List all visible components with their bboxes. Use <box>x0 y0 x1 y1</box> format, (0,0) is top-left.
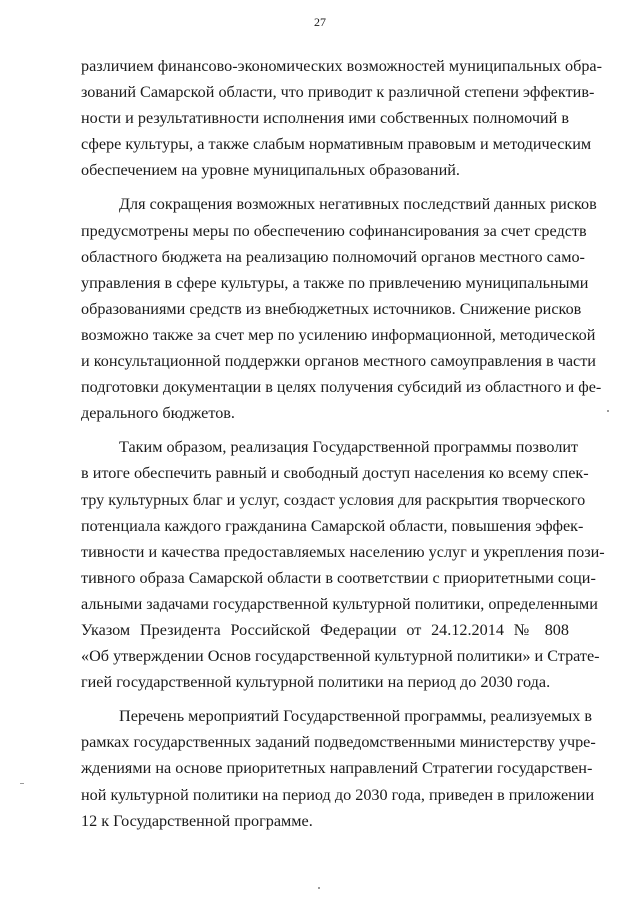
text-line: альными задачами государственной культурной политики, определенными <box>81 594 598 613</box>
text-line: Таким образом, реализация Государственной программы позволит <box>119 438 579 457</box>
text-line: и консультационной поддержки органов местного самоуправления в части <box>81 352 596 371</box>
text-line: Перечень мероприятий Государственной программы, реализуемых в <box>119 707 592 726</box>
text-line: зований Самарской области, что приводит к различной степени эффектив- <box>81 83 595 102</box>
text-line: в итоге обеспечить равный и свободный доступ населения ко всему спек- <box>81 464 589 483</box>
text-line: подготовки документации в целях получения субсидий из областного и фе- <box>81 378 602 397</box>
document-body <box>81 53 605 834</box>
scan-speck <box>318 887 320 889</box>
text-line: предусмотрены меры по обеспечению софинансирования за счет средств <box>81 221 587 240</box>
text-line: управления в сфере культуры, а также по привлечению муниципальными <box>81 273 589 292</box>
text-line: Для сокращения возможных негативных последствий данных рисков <box>119 195 597 214</box>
scan-speck <box>20 783 24 784</box>
text-line: тивности и качества предоставляемых населению услуг и укрепления пози- <box>81 542 605 561</box>
text-line: ждениями на основе приоритетных направлений Стратегии государствен- <box>81 759 593 778</box>
text-line: Указом Президента Российской Федерации от 24.12.2014 № 808 <box>81 620 569 639</box>
text-line: ности и результативности исполнения ими собственных полномочий в <box>81 109 569 128</box>
text-line: обеспечением на уровне муниципальных образований. <box>81 161 460 180</box>
paragraph <box>81 434 605 695</box>
text-line: гией государственной культурной политики на период до 2030 года. <box>81 673 551 692</box>
text-line: тивного образа Самарской области в соответствии с приоритетными соци- <box>81 568 596 587</box>
text-line: потенциала каждого гражданина Самарской области, повышения эффек- <box>81 516 584 535</box>
paragraph <box>81 191 602 426</box>
text-line: возможно также за счет мер по усилению информационной, методической <box>81 325 596 344</box>
page-number: 27 <box>314 15 326 29</box>
text-line: 12 к Государственной программе. <box>81 811 313 830</box>
text-line: образованиями средств из внебюджетных источников. Снижение рисков <box>81 299 582 318</box>
text-line: ной культурной политики на период до 2030 года, приведен в приложении <box>81 785 595 804</box>
text-line: сфере культуры, а также слабым нормативным правовым и методическим <box>81 135 592 154</box>
scan-speck <box>607 410 609 412</box>
paragraph <box>81 53 603 183</box>
paragraph <box>81 703 596 833</box>
text-line: различием финансово-экономических возможностей муниципальных обра- <box>81 57 603 75</box>
text-line: тру культурных благ и услуг, создаст условия для раскрытия творческого <box>81 490 586 509</box>
text-line: рамках государственных заданий подведомственными министерству учре- <box>81 733 596 752</box>
text-line: «Об утверждении Основ государственной культурной политики» и Страте- <box>81 647 600 666</box>
text-line: областного бюджета на реализацию полномочий органов местного само- <box>81 247 585 266</box>
text-line: дерального бюджетов. <box>81 404 235 423</box>
